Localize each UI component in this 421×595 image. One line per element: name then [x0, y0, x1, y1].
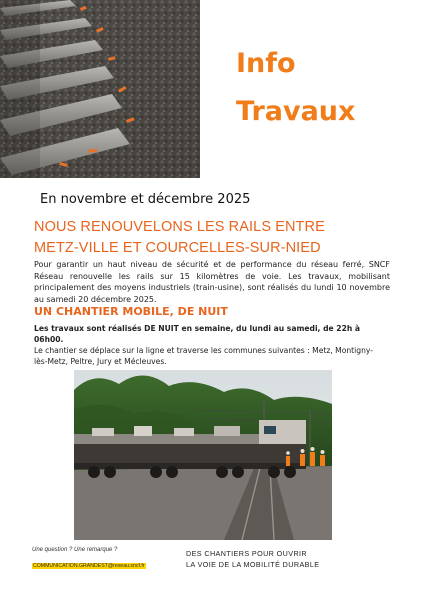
title-travaux: Travaux [236, 96, 356, 127]
title-block [236, 40, 355, 136]
slogan-line1: DES CHANTIERS POUR OUVRIR [186, 549, 308, 558]
footer-slogan [186, 548, 319, 570]
headline-line2: METZ-VILLE ET COURCELLES-SUR-NIED [34, 240, 321, 256]
title-info: Info [236, 48, 296, 79]
train-usine-photo [74, 370, 332, 540]
headline-line1: NOUS RENOUVELONS LES RAILS ENTRE [34, 219, 325, 235]
footer-email-link[interactable]: COMMUNICATION.GRANDEST@reseau.sncf.fr [33, 563, 145, 569]
section-bold-sentence: Les travaux sont réalisés DE NUIT en semaine, du lundi au samedi, de 22h à 06h00. [34, 324, 361, 344]
section-body [34, 323, 386, 367]
headline [34, 217, 394, 259]
section-sentence-communes: Le chantier se déplace sur la ligne et traverse les communes suivantes : Metz, Montigny-lès-Metz, Peltre, Jury et Mécleuves. [34, 346, 373, 366]
intro-paragraph: Pour garantir un haut niveau de sécurité et de performance du réseau ferré, SNCF Réseau renouvelle les rails sur 15 kilomètres de voie. Les travaux, mobilisant principalement des moyens industriels (train-usine), sont réalisés du lundi 10 novembre au samedi 20 décembre 2025. [34, 260, 390, 304]
footer-question: Une question ? Une remarque ? [32, 547, 118, 553]
date-line: En novembre et décembre 2025 [40, 192, 251, 207]
hero-photo-sleepers [0, 0, 200, 178]
slogan-line2: LA VOIE DE LA MOBILITÉ DURABLE [186, 560, 320, 569]
section-title: UN CHANTIER MOBILE, DE NUIT [34, 305, 228, 318]
